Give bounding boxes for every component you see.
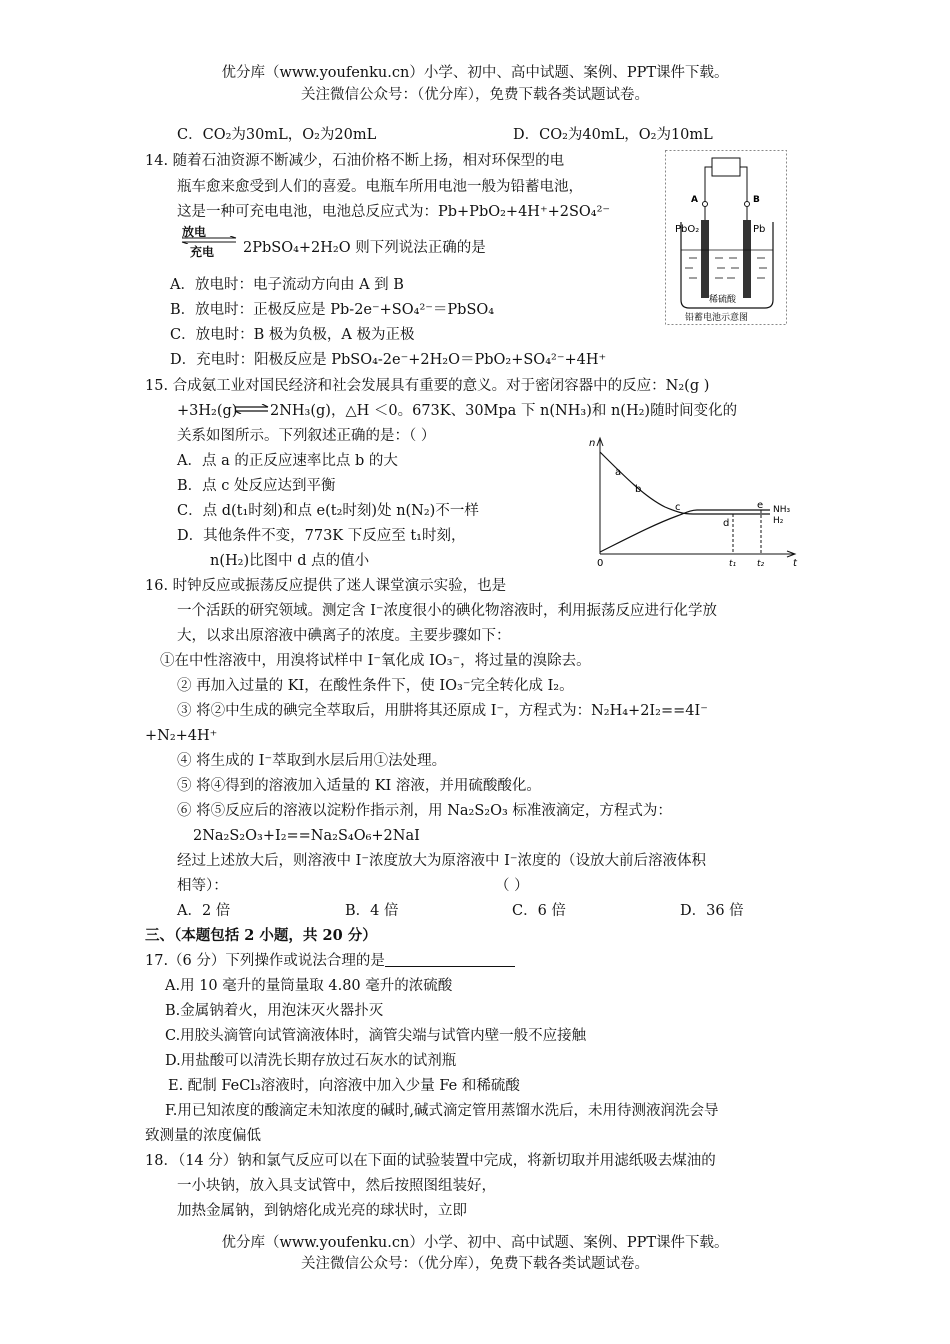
point-c-label: c xyxy=(675,502,681,513)
q18-line-1: 18．（14 分）钠和氯气反应可以在下面的试验装置中完成，将新切取并用滤纸吸去煤油的 xyxy=(145,1153,716,1169)
q16-option-b: B．4 倍 xyxy=(345,903,399,919)
q18-line-2: 一小块钠，放入具支试管中，然后按照图组装好， xyxy=(177,1178,496,1194)
q16-line-1: 16. 时钟反应或振荡反应提供了迷人课堂演示实验，也是 xyxy=(145,578,507,594)
q16-step-3b: +N₂+4H⁺ xyxy=(145,728,218,744)
q16-step-5: ⑤ 将④得到的溶液加入适量的 KI 溶液，并用硫酸酸化。 xyxy=(177,778,541,794)
ammonia-n-t-graph xyxy=(585,432,810,572)
header-line-1: 优分库（www.youfenku.cn）小学、初中、高中试题、案例、PPT课件下载。 xyxy=(221,65,729,81)
q14-equilibrium-arrow xyxy=(180,236,240,244)
pb-label: Pb xyxy=(753,224,766,235)
pbo2-electrode xyxy=(701,220,709,298)
nh3-curve xyxy=(600,510,770,552)
q13-option-c: C．CO₂为30mL，O₂为20mL xyxy=(177,127,377,143)
q17-option-f-line-1: F.用已知浓度的酸滴定未知浓度的碱时,碱式滴定管用蒸馏水洗后，未用待测液润洗会导 xyxy=(165,1103,719,1119)
q17-option-f-line-2: 致测量的浓度偏低 xyxy=(145,1128,261,1144)
q16-step-6b: 2Na₂S₂O₃+I₂==Na₂S₄O₆+2NaI xyxy=(193,828,420,844)
nh3-curve-label: NH₃ xyxy=(773,505,791,515)
q17-option-b: B.金属钠着火，用泡沫灭火器扑灭 xyxy=(165,1003,384,1019)
q16-line-2: 一个活跃的研究领域。测定含 I⁻浓度很小的碘化物溶液时，利用振荡反应进行化学放 xyxy=(177,603,717,619)
q14-line-1: 14. 随着石油资源不断减少，石油价格不断上扬，相对环保型的电 xyxy=(145,153,565,169)
q16-option-a: A．2 倍 xyxy=(177,903,231,919)
q18-line-3: 加热金属钠，到钠熔化成光亮的球状时，立即 xyxy=(177,1203,467,1219)
q17-option-e: E. 配制 FeCl₃溶液时，向溶液中加入少量 Fe 和稀硫酸 xyxy=(168,1078,520,1094)
q15-option-d-line-2: n(H₂)比图中 d 点的值小 xyxy=(210,553,370,569)
axis-n-label: n xyxy=(589,438,596,449)
q15-option-a: A．点 a 的正反应速率比点 b 的大 xyxy=(177,453,398,469)
pb-electrode xyxy=(743,220,751,298)
q16-step-6a: ⑥ 将⑤反应后的溶液以淀粉作指示剂，用 Na₂S₂O₃ 标准液滴定，方程式为： xyxy=(177,803,672,819)
q14-charge-label: 充电 xyxy=(190,245,215,259)
q17-option-d: D.用盐酸可以清洗长期存放过石灰水的试剂瓶 xyxy=(165,1053,457,1069)
q15-line-1: 15. 合成氨工业对国民经济和社会发展具有重要的意义。对于密闭容器中的反应：N₂(g ) xyxy=(145,378,710,394)
q15-line-2a: +3H₂(g) xyxy=(177,403,238,419)
q16-option-d: D．36 倍 xyxy=(680,903,744,919)
q16-step-3a: ③ 将②中生成的碘完全萃取后，用肼将其还原成 I⁻，方程式为：N₂H₄+2I₂==4I⁻ xyxy=(177,703,708,719)
header-line-2: 关注微信公众号：（优分库），免费下载各类试题试卷。 xyxy=(301,87,649,103)
electrode-b-label: B xyxy=(753,195,760,205)
axis-t-label: t xyxy=(793,558,797,569)
h2-curve-label: H₂ xyxy=(773,516,784,526)
acid-label: 稀硫酸 xyxy=(709,295,737,305)
q15-option-b: B．点 c 处反应达到平衡 xyxy=(177,478,336,494)
footer-line-2: 关注微信公众号：（优分库），免费下载各类试题试卷。 xyxy=(301,1256,649,1272)
origin-label: 0 xyxy=(597,558,604,569)
q16-answer-bracket: （ ） xyxy=(495,878,529,894)
point-d-label: d xyxy=(723,518,730,529)
q16-line-4: 经过上述放大后，则溶液中 I⁻浓度放大为原溶液中 I⁻浓度的（设放大前后溶液体积 xyxy=(177,853,706,869)
q14-option-b: B．放电时：正极反应是 Pb-2e⁻+SO₄²⁻＝PbSO₄ xyxy=(170,302,495,318)
q14-discharge-label: 放电 xyxy=(182,225,207,239)
footer-line-1: 优分库（www.youfenku.cn）小学、初中、高中试题、案例、PPT课件下载。 xyxy=(221,1235,729,1251)
q16-step-2: ② 再加入过量的 KI，在酸性条件下，使 IO₃⁻完全转化成 I₂。 xyxy=(177,678,574,694)
q14-line-3: 这是一种可充电电池，电池总反应式为：Pb+PbO₂+4H⁺+2SO₄²⁻ xyxy=(177,204,611,220)
h2-curve xyxy=(600,452,770,514)
load-box xyxy=(712,158,740,176)
q16-step-4: ④ 将生成的 I⁻萃取到水层后用①法处理。 xyxy=(177,753,447,769)
q15-option-d-line-1: D．其他条件不变，773K 下反应至 t₁时刻， xyxy=(177,528,466,544)
figure-caption: 铅蓄电池示意图 xyxy=(685,313,749,323)
t2-label: t₂ xyxy=(757,559,765,569)
pbo2-label: PbO₂ xyxy=(675,224,700,235)
q14-option-a: A．放电时：电子流动方向由 A 到 B xyxy=(170,277,404,293)
q16-line-3: 大，以求出原溶液中碘离子的浓度。主要步骤如下： xyxy=(177,628,511,644)
t1-label: t₁ xyxy=(729,559,737,569)
q17-option-a: A.用 10 毫升的量筒量取 4.80 毫升的浓硫酸 xyxy=(165,978,453,994)
point-e-label: e xyxy=(757,500,764,511)
electrode-a-label: A xyxy=(691,195,698,205)
q17-line-1 xyxy=(145,950,515,972)
q17-option-c: C.用胶头滴管向试管滴液体时，滴管尖端与试管内壁一般不应接触 xyxy=(165,1028,587,1044)
q15-equilibrium-arrow xyxy=(234,404,270,414)
q14-line-2: 瓶车愈来愈受到人们的喜爱。电瓶车所用电池一般为铅蓄电池， xyxy=(177,179,583,195)
q16-step-1: ①在中性溶液中，用溴将试样中 I⁻氧化成 IO₃⁻，将过量的溴除去。 xyxy=(160,653,591,669)
q14-option-c: C．放电时：B 极为负极，A 极为正极 xyxy=(170,327,415,343)
q17-answer-blank[interactable] xyxy=(385,952,515,967)
point-b-label: b xyxy=(635,484,642,495)
lead-battery-diagram xyxy=(665,150,787,325)
section-3-title: 三、（本题包括 2 小题，共 20 分） xyxy=(145,927,377,944)
q16-option-c: C．6 倍 xyxy=(512,903,566,919)
point-a-label: a xyxy=(615,467,622,478)
q15-line-2b: 2NH₃(g)，△H ＜0。673K、30Mpa 下 n(NH₃)和 n(H₂)随时间变化的 xyxy=(270,403,738,419)
q17-stem: 17.（6 分）下列操作或说法合理的是 xyxy=(145,953,385,969)
q16-line-5a: 相等）： xyxy=(177,878,228,894)
q15-line-3: 关系如图所示。下列叙述正确的是：（ ） xyxy=(177,428,436,444)
q14-option-d: D．充电时：阳极反应是 PbSO₄-2e⁻+2H₂O＝PbO₂+SO₄²⁻+4H⁺ xyxy=(170,352,607,368)
q15-option-c: C．点 d(t₁时刻)和点 e(t₂时刻)处 n(N₂)不一样 xyxy=(177,503,479,519)
q13-option-d: D．CO₂为40mL，O₂为10mL xyxy=(513,127,713,143)
q14-line-4: 2PbSO₄+2H₂O 则下列说法正确的是 xyxy=(243,240,486,256)
